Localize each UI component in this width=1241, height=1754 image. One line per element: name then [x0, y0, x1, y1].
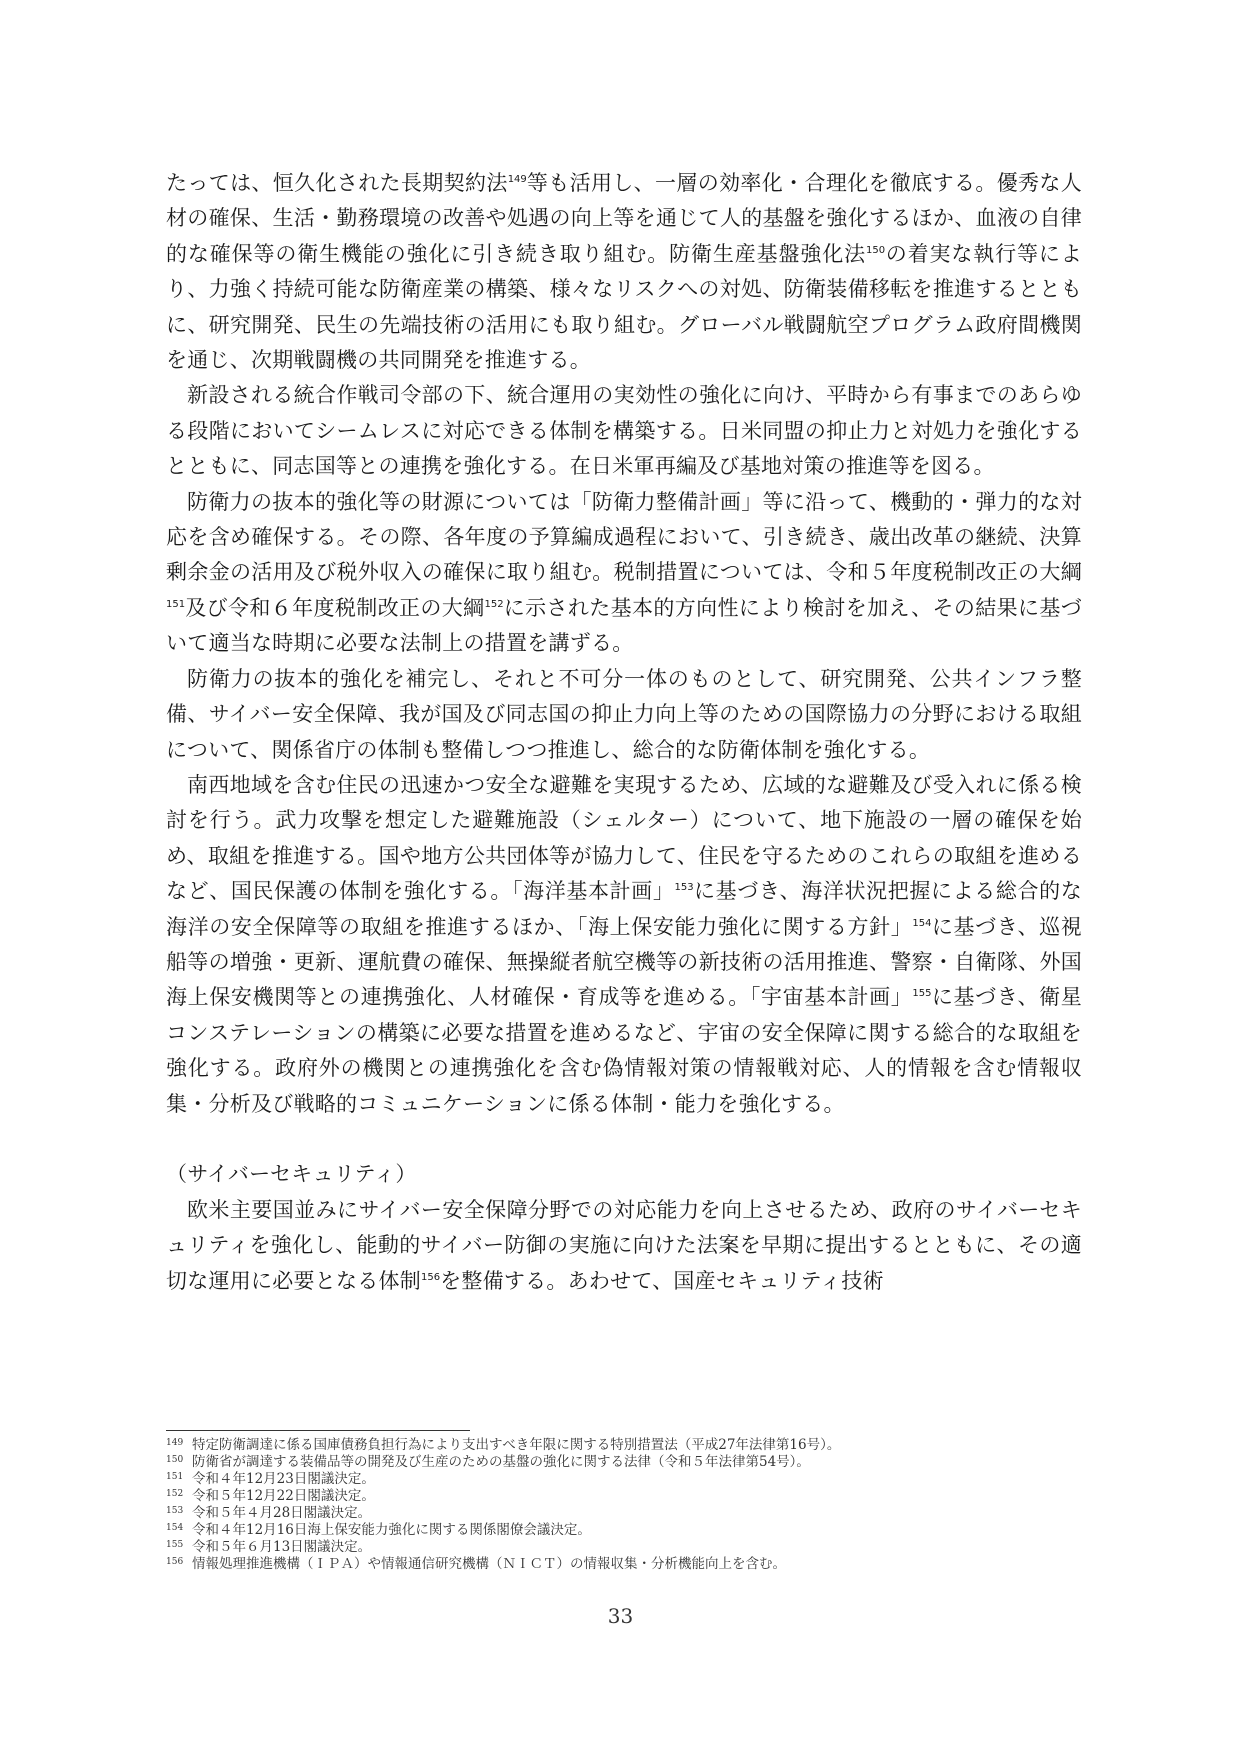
- footnote: [166, 1522, 1082, 1539]
- footnote-reference: 151: [166, 598, 186, 610]
- footnote-text: 特定防衛調達に係る国庫債務負担行為により支出すべき年限に関する特別措置法（平成27年法律第16号）。: [192, 1437, 841, 1453]
- footnote-reference: 149: [507, 174, 527, 185]
- footnote: [166, 1454, 1082, 1471]
- text-run: 及び令和６年度税制改正の大綱: [185, 595, 485, 620]
- footnote-text: 令和５年６月13日閣議決定。: [192, 1539, 372, 1555]
- footnote-reference: 156: [421, 1271, 441, 1283]
- footnote-reference: 153: [674, 882, 694, 894]
- footnote-text: 情報処理推進機構（ＩＰＡ）や情報通信研究機構（ＮＩＣＴ）の情報収集・分析機能向上を含む。: [192, 1556, 786, 1572]
- text-run: 新設される統合作戦司令部の下、統合運用の実効性の強化に向け、平時から有事までのあらゆる段階においてシームレスに対応できる体制を構築する。日米同盟の抑止力と対処力を強化するとともに、同志国等との連携を強化する。在日米軍再編及び基地対策の推進等を図る。: [166, 383, 1082, 479]
- section-heading: （サイバーセキュリティ）: [166, 1162, 417, 1187]
- footnote-divider: [166, 1430, 470, 1431]
- footnote: [166, 1437, 1082, 1454]
- text-run: 防衛力の抜本的強化等の財源については「防衛力整備計画」等に沿って、機動的・弾力的な対応を含め確保する。その際、各年度の予算編成過程において、引き続き、歳出改革の継続、決算剰余金の活用及び税外収入の確保に取り組む。税制措置については、令和５年度税制改正の大綱: [166, 489, 1082, 585]
- text-run: に基づき、巡視船等の増強・更新、運航費の確保、無操縦者航空機等の新技術の活用推進、警察・自衛隊、外国海上保安機関等との連携強化、人材確保・育成等を進める。「宇宙基本計画」: [166, 914, 1082, 1010]
- text-run: 欧米主要国並みにサイバー安全保障分野での対応能力を向上させるため、政府のサイバーセキュリティを強化し、能動的サイバー防御の実施に向けた法案を早期に提出するとともに、その適切な運用に必要となる体制: [166, 1197, 1082, 1293]
- footnote-reference: 150: [866, 244, 886, 256]
- footnote-text: 防衛省が調達する装備品等の開発及び生産のための基盤の強化に関する法律（令和５年法律第54号）。: [192, 1454, 810, 1470]
- text-run: 防衛力の抜本的強化を補完し、それと不可分一体のものとして、研究開発、公共インフラ整備、サイバー安全保障、我が国及び同志国の抑止力向上等のための国際協力の分野における取組について、関係省庁の体制も整備しつつ推進し、総合的な防衛体制を強化する。: [166, 666, 1082, 762]
- text-run: に基づき、海洋状況把握による総合的な海洋の安全保障等の取組を推進するほか、「海上保安能力強化に関する方針」: [166, 879, 1082, 939]
- body-text: [166, 166, 1082, 1299]
- text-run: の着実な執行等により、力強く持続可能な防衛産業の構築、様々なリスクへの対処、防衛装備移転を推進するとともに、研究開発、民生の先端技術の活用にも取り組む。グローバル戦闘航空プログラム政府間機関を通じ、次期戦闘機の共同開発を推進する。: [166, 241, 1083, 373]
- footnote-number: 151: [166, 1472, 184, 1482]
- footnotes: [166, 1437, 1082, 1573]
- footnote: [166, 1471, 1082, 1488]
- paragraph-cybersecurity: [166, 1193, 1082, 1299]
- text-run: 等も活用し、一層の効率化・合理化を徹底する。優秀な人材の確保、生活・勤務環境の改善や処遇の向上等を通じて人的基盤を強化するほか、血液の自律的な確保等の衛生機能の強化に引き続き取り組む。防衛生産基盤強化法: [166, 171, 1083, 266]
- footnote-number: 154: [166, 1523, 184, 1533]
- footnote-text: 令和４年12月23日閣議決定。: [192, 1471, 375, 1487]
- footnote-reference: 155: [912, 988, 932, 1000]
- footnote-number: 155: [166, 1540, 184, 1550]
- paragraph-civil-protection: [166, 768, 1082, 1122]
- text-run: に示された基本的方向性により検討を加え、その結果に基づいて適当な時期に必要な法制上の措置を講ずる。: [166, 595, 1082, 656]
- text-run: を整備する。あわせて、国産セキュリティ技術: [440, 1268, 884, 1293]
- footnote-text: 令和４年12月16日海上保安能力強化に関する関係閣僚会議決定。: [192, 1522, 591, 1538]
- footnote-number: 149: [166, 1438, 184, 1448]
- footnote-number: 153: [166, 1506, 184, 1516]
- footnote-text: 令和５年12月22日閣議決定。: [192, 1488, 375, 1504]
- footnote-reference: 152: [484, 598, 504, 610]
- paragraph-comprehensive-defense: [166, 662, 1082, 768]
- footnote-number: 150: [166, 1455, 184, 1465]
- footnote: [166, 1505, 1082, 1522]
- paragraph-continuation: [166, 166, 1082, 378]
- footnote: [166, 1556, 1082, 1573]
- footnote-number: 156: [166, 1557, 184, 1567]
- footnote: [166, 1539, 1082, 1556]
- paragraph-joint-operations: [166, 378, 1082, 484]
- footnote-reference: 154: [912, 917, 932, 929]
- text-run: たっては、恒久化された長期契約法: [166, 171, 508, 195]
- footnote: [166, 1488, 1082, 1505]
- text-run: 南西地域を含む住民の迅速かつ安全な避難を実現するため、広域的な避難及び受入れに係る検討を行う。武力攻撃を想定した避難施設（シェルター）について、地下施設の一層の確保を始め、取組を推進する。国や地方公共団体等が協力して、住民を守るためのこれらの取組を進めるなど、国民保護の体制を強化する。「海洋基本計画」: [166, 772, 1082, 904]
- footnote-text: 令和５年４月28日閣議決定。: [192, 1505, 372, 1521]
- footnote-number: 152: [166, 1489, 184, 1499]
- paragraph-financing: [166, 485, 1082, 662]
- text-run: に基づき、衛星コンステレーションの構築に必要な措置を進めるなど、宇宙の安全保障に関する総合的な取組を強化する。政府外の機関との連携強化を含む偽情報対策の情報戦対応、人的情報を含む情報収集・分析及び戦略的コミュニケーションに係る体制・能力を強化する。: [166, 985, 1082, 1116]
- page-number: 33: [607, 1604, 634, 1628]
